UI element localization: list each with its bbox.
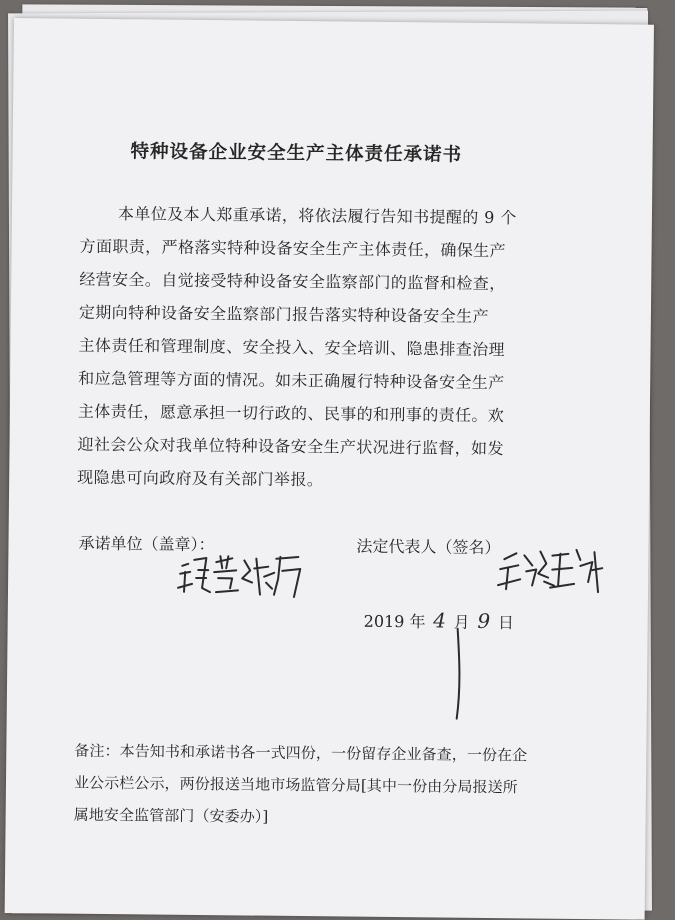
body-line: 定期向特种设备安全监察部门报告落实特种设备安全生产 [78,302,490,326]
document-title: 特种设备企业安全生产主体责任承诺书 [130,141,463,166]
date-month-label: 月 [453,612,470,632]
legal-rep-signature [496,541,605,602]
note-line: 业公示栏公示，两份报送当地市场监管分局[其中一份由分局报送所 [73,773,518,797]
unit-handwritten-name [176,548,307,605]
body-line: 迎社会公众对我单位特种设备安全生产状况进行监督，如发 [77,434,505,459]
document-page [5,18,654,920]
note-line: 属地安全监管部门（安委办）] [73,805,269,826]
body-line: 主体责任，愿意承担一切行政的、民事的和刑事的责任。欢 [77,401,505,426]
body-line: 本单位及本人郑重承诺，将依法履行告知书提醒的 9 个 [117,204,517,228]
unit-seal-label: 承诺单位（盖章）： [78,533,215,555]
legal-rep-label: 法定代表人（签名） [356,536,501,558]
remarks-note [73,735,574,836]
date-year: 2019 年 [363,611,426,632]
pen-stroke-mark [445,627,470,723]
date-day-label: 日 [497,613,515,633]
commitment-body [77,197,560,499]
note-line: 备注：本告知书和承诺书各一式四份，一份留存企业备查，一份在企 [74,741,528,765]
body-line: 主体责任和管理制度、安全投入、安全培训、隐患排查治理 [78,335,506,360]
body-line: 和应急管理等方面的情况。如未正确履行特种设备安全生产 [78,368,505,393]
date-month-handwritten: 4 [433,608,447,633]
body-line: 经营安全。自觉接受特种设备安全监察部门的监督和检查， [79,269,506,294]
date-day-handwritten: 9 [477,608,491,634]
body-line: 现隐患可向政府及有关部门举报。 [77,467,324,490]
body-line: 方面职责，严格落实特种设备安全生产主体责任，确保生产 [79,236,507,261]
date-line [364,608,514,634]
